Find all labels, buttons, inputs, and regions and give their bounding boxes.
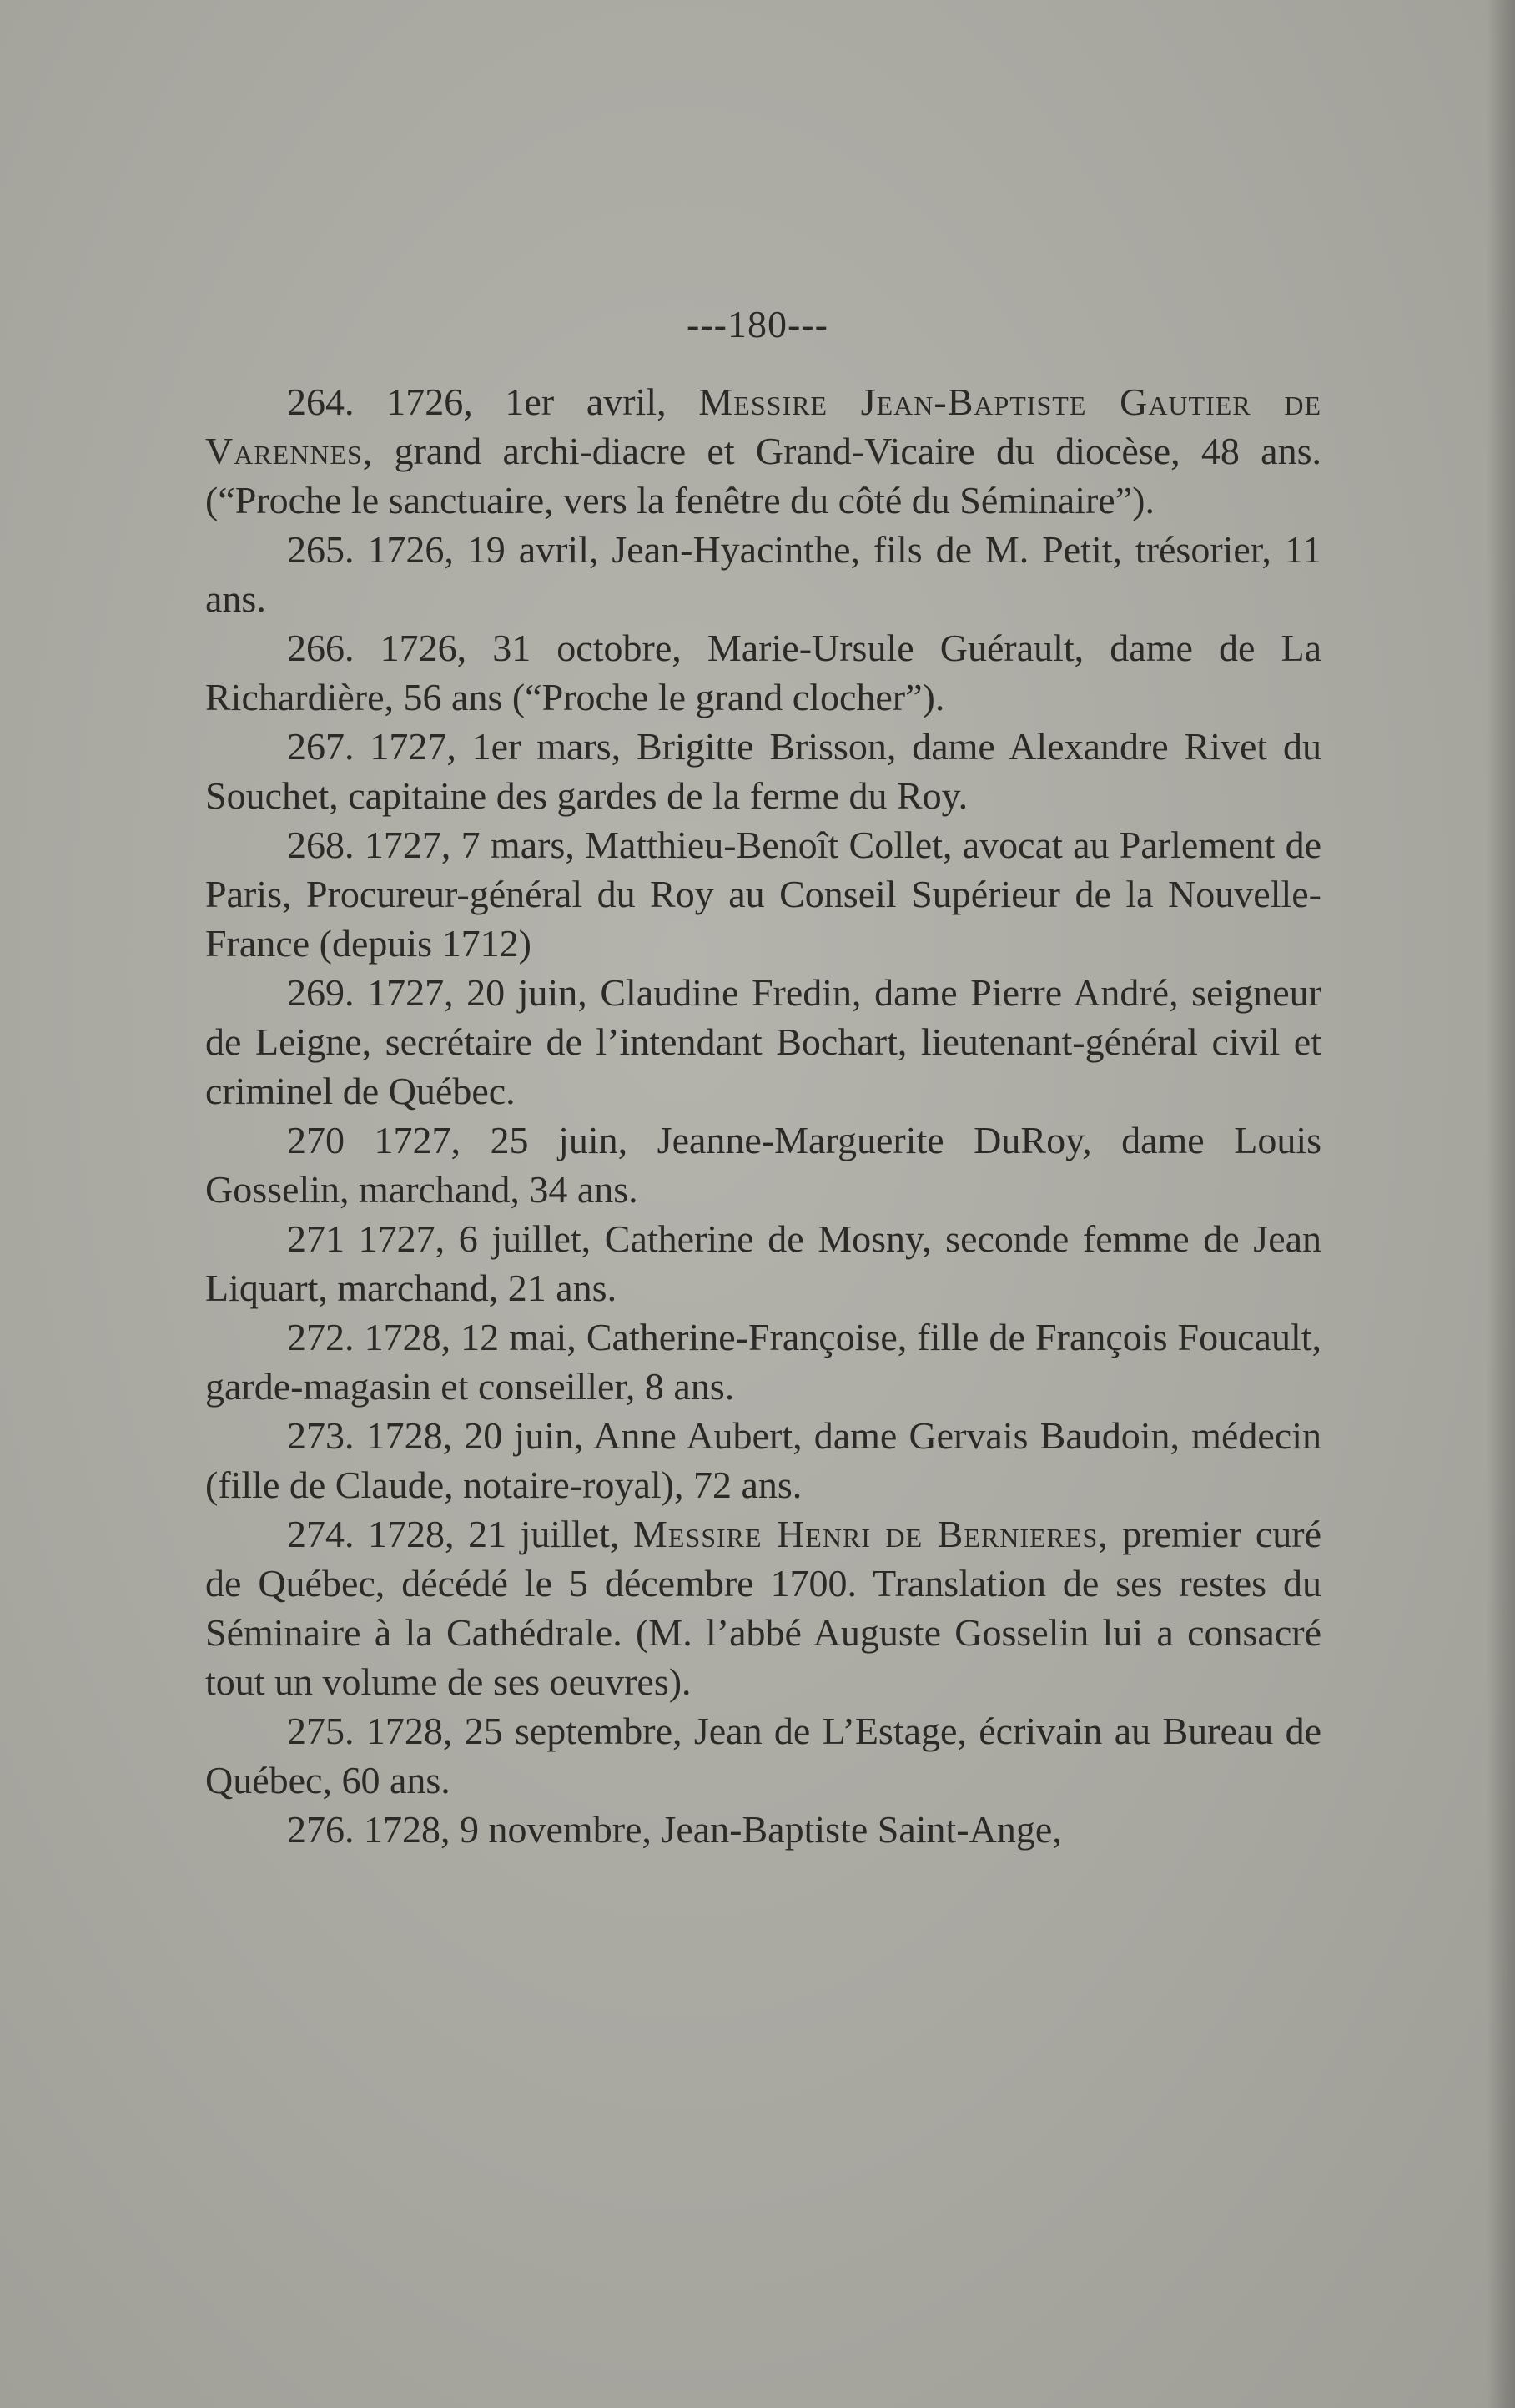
- entry-number: 275.: [287, 1710, 355, 1752]
- entry-264: [205, 377, 1321, 525]
- entry-text: Marie-Ursule Guérault, dame de La Richardière, 56 ans (“Proche le grand clocher”).: [205, 627, 1322, 718]
- entry-text: Catherine de Mosny, seconde femme de Jean Liquart, marchand, 21 ans.: [205, 1217, 1322, 1309]
- entry-268: [205, 820, 1321, 968]
- entry-number: 265.: [287, 528, 355, 571]
- entry-text: Matthieu-Benoît Collet, avocat au Parlement de Paris, Procureur-général du Roy au Conseil Supérieur de la Nouvelle-France (depuis 1712): [205, 824, 1322, 965]
- entry-270: [205, 1116, 1321, 1214]
- page-number: ---180---: [687, 303, 828, 345]
- entry-text: premier curé de Québec, décédé le 5 décembre 1700. Translation de ses restes du Séminaire à la Cathédrale. (M. l’abbé Auguste Gosselin lui a consacré tout un volume de ses oeuvres).: [205, 1513, 1321, 1703]
- page-edge-shadow: [1487, 0, 1515, 2408]
- entry-271: [205, 1214, 1321, 1312]
- entry-date: 1727, 20 juin,: [367, 971, 587, 1014]
- entry-date: 1728, 20 juin,: [365, 1414, 584, 1457]
- entry-266: [205, 623, 1321, 722]
- entry-date: 1727, 25 juin,: [374, 1119, 628, 1161]
- entry-date: 1727, 7 mars,: [364, 824, 575, 866]
- entry-text: Anne Aubert, dame Gervais Baudoin, médecin (fille de Claude, notaire-royal), 72 ans.: [205, 1414, 1321, 1506]
- entry-number: 274.: [287, 1513, 355, 1555]
- entry-text: Claudine Fredin, dame Pierre André, seigneur de Leigne, secrétaire de l’intendant Bochart, lieutenant-général civil et criminel de Québec.: [205, 971, 1321, 1112]
- entry-date: 1726, 19 avril,: [367, 528, 599, 571]
- entry-text: Brigitte Brisson, dame Alexandre Rivet du Souchet, capitaine des gardes de la ferme du Roy.: [205, 725, 1322, 817]
- entry-date: 1728, 12 mai,: [364, 1316, 576, 1358]
- entry-text: Jean-Baptiste Saint-Ange,: [661, 1808, 1062, 1851]
- entry-265: [205, 525, 1321, 623]
- entry-number: 267.: [287, 725, 355, 768]
- entry-number: 272.: [287, 1316, 355, 1358]
- burial-register-entries: [205, 377, 1321, 1854]
- entry-number: 273.: [287, 1414, 355, 1457]
- entry-number: 269.: [287, 971, 355, 1014]
- entry-number: 264.: [287, 380, 355, 423]
- entry-date: 1728, 25 septembre,: [365, 1710, 682, 1752]
- entry-text: Jean de L’Estage, écrivain au Bureau de Québec, 60 ans.: [205, 1710, 1322, 1801]
- entry-date: 1728, 21 juillet,: [368, 1513, 620, 1555]
- entry-number: 276.: [287, 1808, 355, 1851]
- entry-date: 1727, 1er mars,: [370, 725, 622, 768]
- entry-276: [205, 1805, 1321, 1854]
- entry-number: 266.: [287, 627, 355, 669]
- entry-number: 270: [287, 1119, 345, 1161]
- entry-275: [205, 1706, 1321, 1805]
- entry-title-name: Messire Henri de Bernieres,: [632, 1513, 1109, 1555]
- entry-title-name: Messire Jean-Baptiste Gautier de Varennes,: [205, 380, 1322, 472]
- entry-date: 1726, 31 octobre,: [380, 627, 682, 669]
- entry-text: Catherine-Françoise, fille de François Foucault, garde-magasin et conseiller, 8 ans.: [205, 1316, 1322, 1408]
- entry-number: 271: [287, 1217, 345, 1260]
- entry-date: 1726, 1er avril,: [386, 380, 667, 423]
- entry-date: 1728, 9 novembre,: [364, 1808, 652, 1851]
- entry-text: Jean-Hyacinthe, fils de M. Petit, trésorier, 11 ans.: [205, 528, 1322, 620]
- entry-269: [205, 968, 1321, 1116]
- entry-267: [205, 722, 1321, 820]
- entry-text: grand archi-diacre et Grand-Vicaire du diocèse, 48 ans. (“Proche le sanctuaire, vers la fenêtre du côté du Séminaire”).: [205, 430, 1321, 521]
- entry-date: 1727, 6 juillet,: [358, 1217, 591, 1260]
- entry-272: [205, 1312, 1321, 1411]
- entry-number: 268.: [287, 824, 355, 866]
- entry-273: [205, 1411, 1321, 1509]
- entry-274: [205, 1509, 1321, 1706]
- entry-text: Jeanne-Marguerite DuRoy, dame Louis Gosselin, marchand, 34 ans.: [205, 1119, 1322, 1211]
